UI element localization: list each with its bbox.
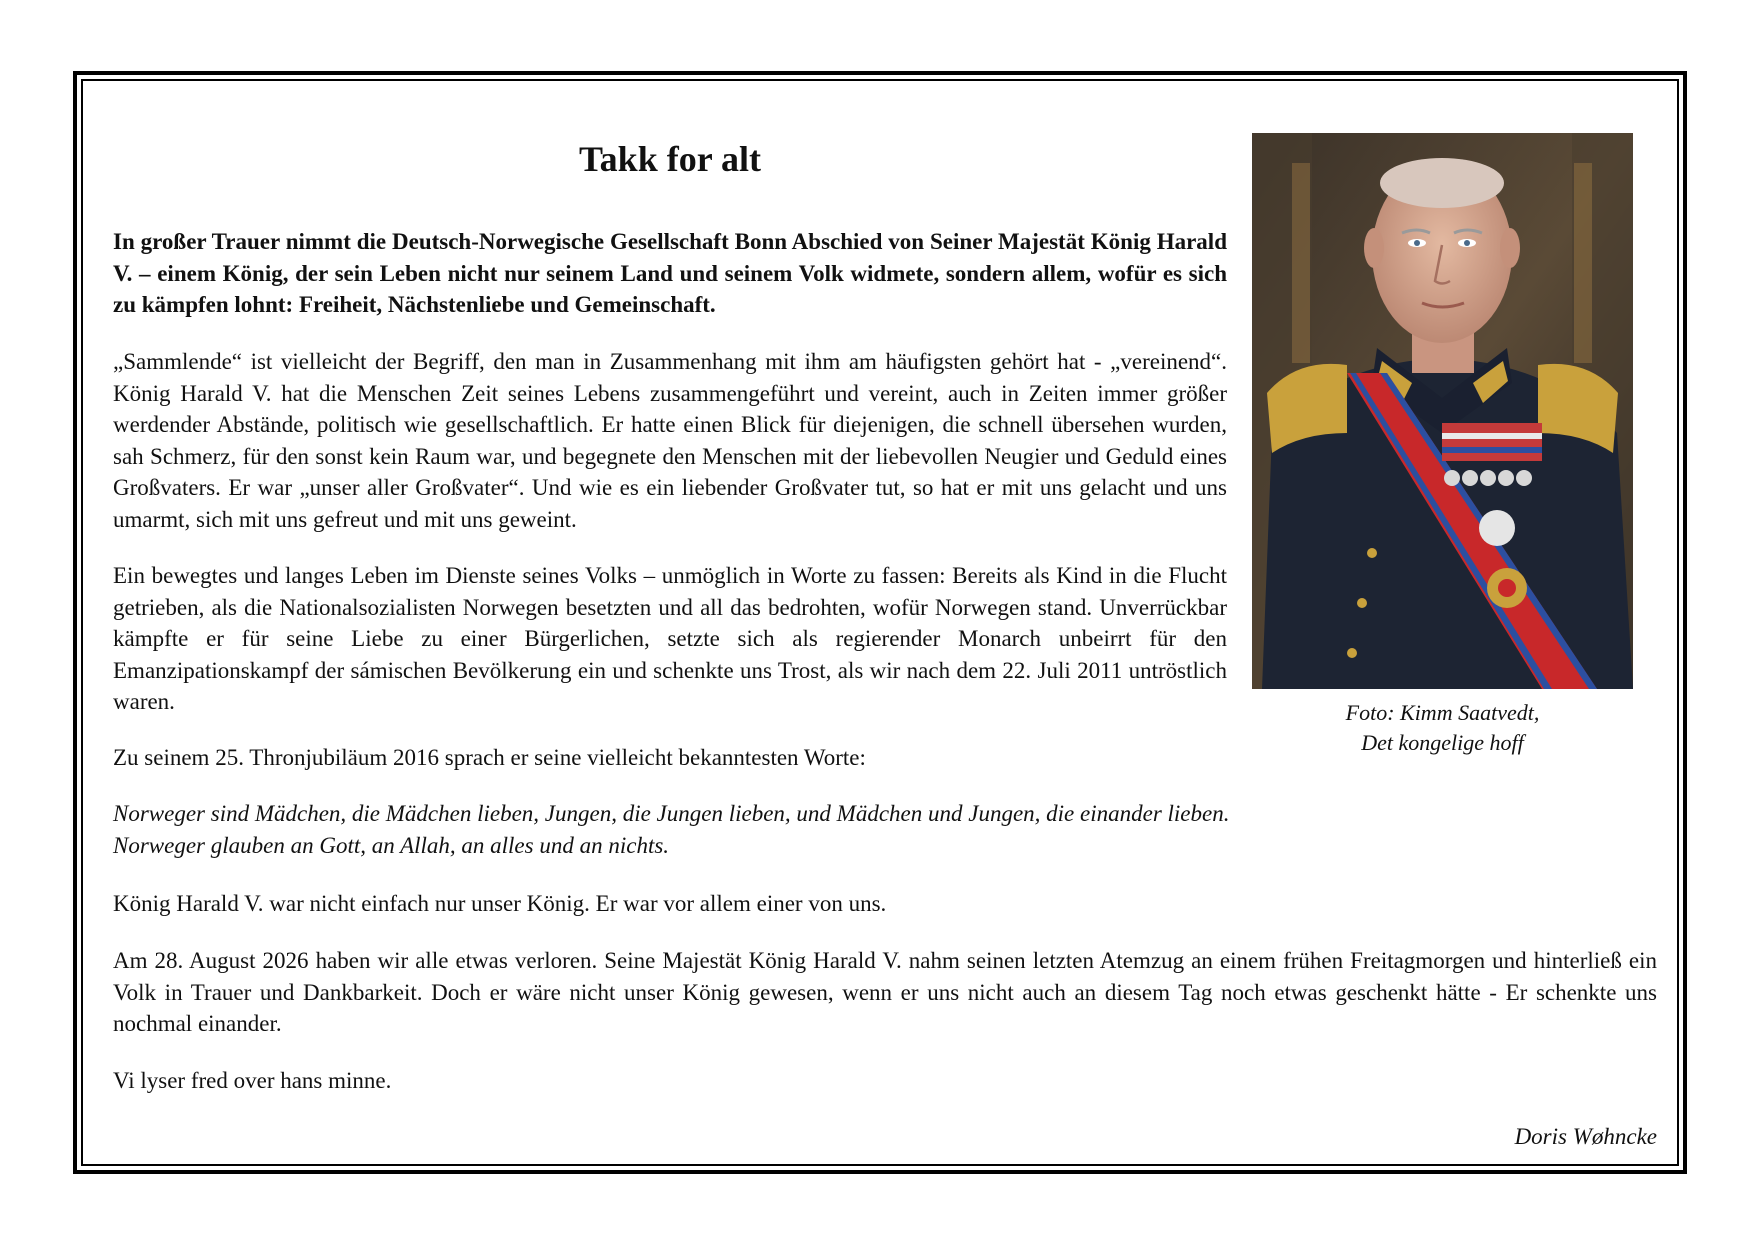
paragraph-5: Am 28. August 2026 haben wir alle etwas verloren. Seine Majestät König Harald V. nahm seinen letzten Atemzug an einem frühen Freitagmorgen und hinterließ ein Volk in Trauer und Dankbarkeit. Doch er wäre nicht unser König gewesen, wenn er uns nicht auch an diesem Tag noch etwas geschenkt hätte - Er schenkte uns nochmal einander. — [113, 948, 1657, 1036]
page-title: Takk for alt — [578, 139, 762, 179]
quote-line-1: Norweger sind Mädchen, die Mädchen lieben, Jungen, die Jungen lieben, und Mädchen und Jungen, die einander lieben. — [113, 801, 1230, 826]
paragraph-2: Ein bewegtes und langes Leben im Dienste seines Volks – unmöglich in Worte zu fassen: Bereits als Kind in die Flucht getrieben, als die Nationalsozialisten Norwegen besetzten und all das bedrohten, wofür Norwegen stand. Unverrückbar kämpfte er für seine Liebe zu einer Bürgerlichen, setzte sich als regierender Monarch unbeirrt für den Emanzipationskampf der sámischen Bevölkerung ein und schenkte uns Trost, als wir nach dem 22. Juli 2011 untröstlich waren. — [113, 563, 1227, 714]
caption-line-2: Det kongelige hoff — [1361, 730, 1524, 755]
intro-paragraph: In großer Trauer nimmt die Deutsch-Norwegische Gesellschaft Bonn Abschied von Seiner Majestät König Harald V. – einem König, der sein Leben nicht nur seinem Land und seinem Volk widmete, sondern allem, wofür es sich zu kämpfen lohnt: Freiheit, Nächstenliebe und Gemeinschaft. — [113, 229, 1227, 317]
quote-line-2: Norweger glauben an Gott, an Allah, an alles und an nichts. — [113, 832, 670, 858]
paragraph-1: „Sammlende“ ist vielleicht der Begriff, den man in Zusammenhang mit ihm am häufigsten gehört hat - „vereinend“. König Harald V. hat die Menschen Zeit seines Lebens zusammengeführt und vereint, auch in Zeiten immer größer werdender Abstände, politisch wie gesellschaftlich. Er hatte einen Blick für diejenigen, die schnell übersehen wurden, sah Schmerz, für den sonst kein Raum war, und begegnete den Menschen mit der liebevollen Neugier und Geduld eines Großvaters. Er war „unser aller Großvater“. Und wie es ein liebender Großvater tut, so hat er mit uns gelacht und uns umarmt, sich mit uns gefreut und mit uns geweint. — [113, 349, 1227, 532]
caption-line-1: Foto: Kimm Saatvedt, — [1345, 700, 1540, 725]
portrait-photo — [1252, 133, 1633, 689]
paragraph-4: König Harald V. war nicht einfach nur unser König. Er war vor allem einer von uns. — [113, 891, 887, 916]
paragraph-3: Zu seinem 25. Thronjubiläum 2016 sprach er seine vielleicht bekanntesten Worte: — [113, 745, 866, 770]
paragraph-6: Vi lyser fred over hans minne. — [113, 1068, 392, 1093]
quote-block — [113, 798, 1657, 861]
photo-caption — [1252, 698, 1633, 758]
signature: Doris Wøhncke — [1514, 1124, 1657, 1149]
